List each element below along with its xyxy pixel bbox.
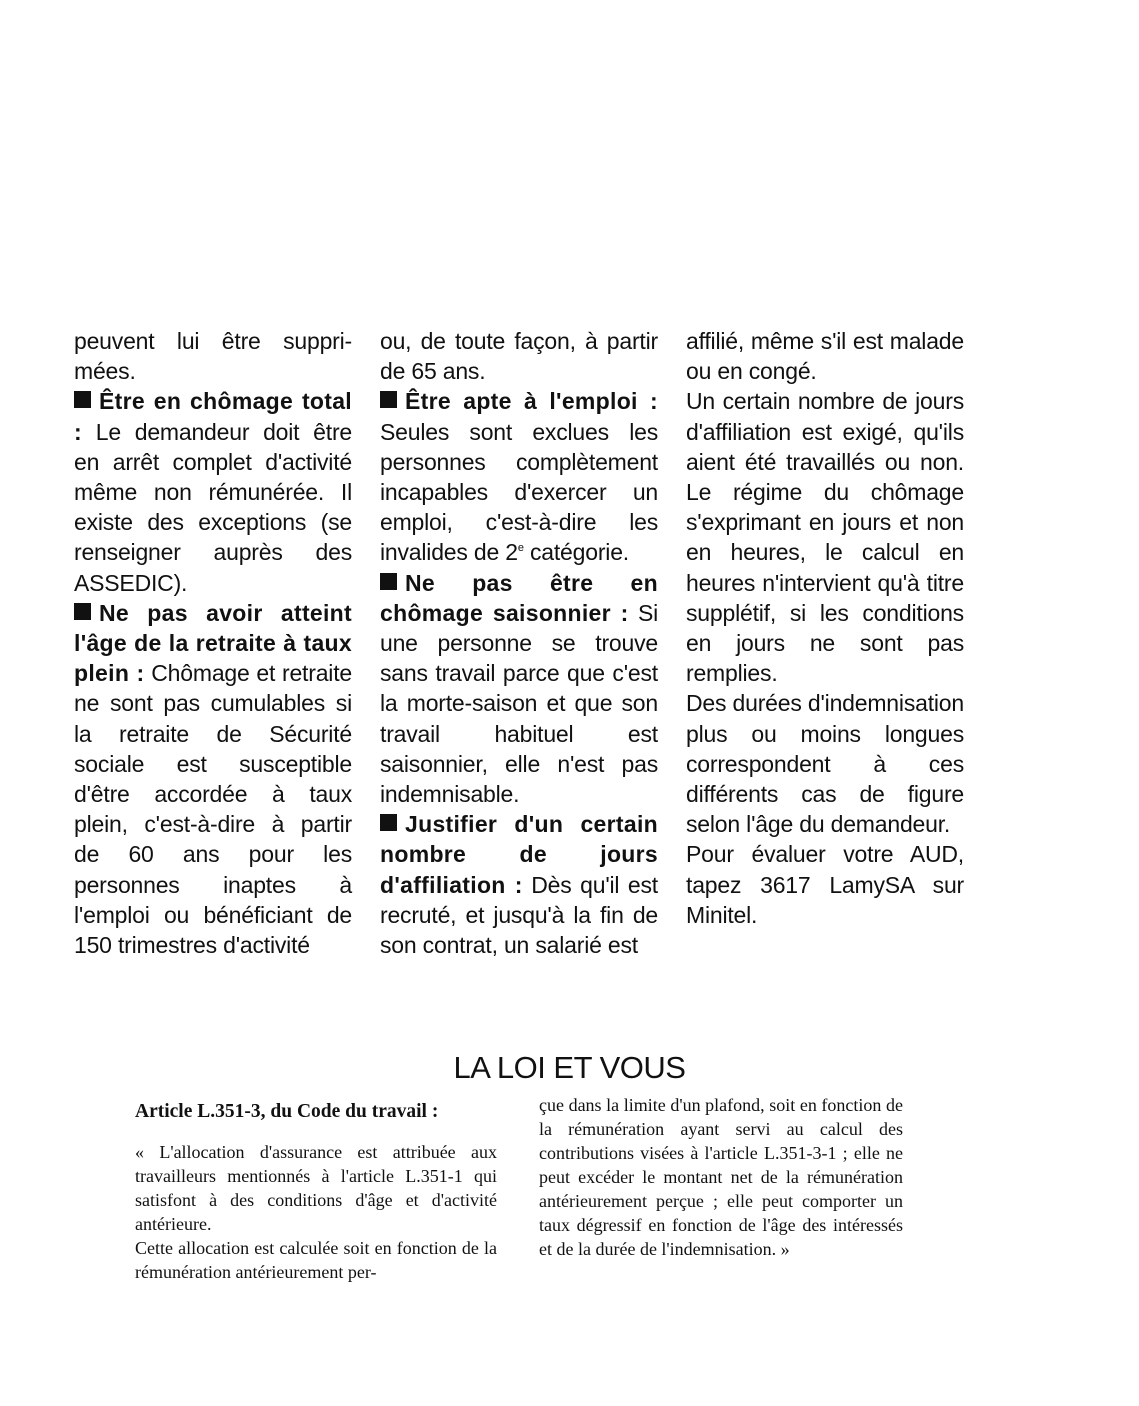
condition-text: Si une personne se trouve sans travail parce que c'est la morte-saison et que son travail habituel est saisonnier, elle n'est pas indemnisable. (380, 599, 658, 808)
condition-text: Le demandeur doit être en arrêt complet d'activité même non rémunérée. Il existe des exceptions (se renseigner auprès des ASSEDIC). (74, 418, 352, 596)
law-column-right (539, 1093, 903, 1261)
square-bullet-icon (380, 391, 397, 408)
condition-retraite (74, 598, 352, 960)
paragraph: peuvent lui être suppri-mées. (74, 328, 352, 385)
law-section-title: LA LOI ET VOUS (453, 1050, 686, 1085)
condition-heading: Ne pas avoir atteint l'âge de la retraite à taux plein : (74, 599, 352, 687)
condition-text: Chômage et retraite ne sont pas cumulables si la retraite de Sécurité sociale est susceptible d'être accordée à taux plein, c'est-à-dire à partir de 60 ans pour les personnes inaptes à l'emploi ou bénéficiant de 150 trimestres d'activité (74, 660, 352, 959)
condition-text: Seules sont exclues les personnes complètement incapables d'exercer un emploi, c'est-à-dire les invalides de 2 (380, 418, 658, 566)
square-bullet-icon (74, 391, 91, 408)
article-reference: Article L.351-3, du Code du travail : (135, 1101, 439, 1122)
text-column-3 (686, 326, 964, 930)
condition-apte-emploi (380, 386, 658, 567)
condition-heading: Être en chômage total : (74, 388, 352, 445)
text-column-2 (380, 326, 658, 960)
paragraph: affilié, même s'il est malade ou en congé. (686, 328, 964, 385)
law-paragraph: çue dans la limite d'un plafond, soit en fonction de la rémunération ayant servi au calcul des contributions visées à l'article L.351-3-1 ; elle ne peut excéder le montant net de la rémunération antérieurement perçue ; elle peut comporter un taux dégressif en fonction de l'âge des intéressés et de la durée de l'indemnisation. » (539, 1095, 903, 1259)
superscript: e (517, 542, 524, 555)
condition-chomage-total (74, 386, 352, 597)
square-bullet-icon (380, 814, 397, 831)
condition-text: catégorie. (523, 539, 629, 566)
law-paragraph: Cette allocation est calculée soit en fonction de la rémunération antérieurement per- (135, 1238, 497, 1282)
condition-heading: Justifier d'un certain nombre de jours d'affiliation : (380, 811, 658, 898)
square-bullet-icon (380, 573, 397, 590)
square-bullet-icon (74, 603, 91, 620)
condition-jours-affiliation (380, 809, 658, 960)
condition-heading: Ne pas être en chômage saisonnier : (380, 569, 658, 626)
condition-heading: Être apte à l'emploi : (405, 388, 658, 415)
law-paragraph: « L'allocation d'assurance est attribuée aux travailleurs mentionnés à l'article L.351-1 qui satisfont à des conditions d'âge et d'activité antérieure. (135, 1142, 497, 1234)
law-column-left (135, 1096, 497, 1284)
condition-chomage-saisonnier (380, 568, 658, 810)
paragraph: Pour évaluer votre AUD, tapez 3617 LamySA sur Minitel. (686, 841, 964, 928)
paragraph: Des durées d'indemnisation plus ou moins longues correspondent à ces différents cas de figure selon l'âge du demandeur. (686, 690, 964, 838)
condition-text: Dès qu'il est recruté, et jusqu'à la fin de son contrat, un salarié est (380, 871, 658, 959)
paragraph: Un certain nombre de jours d'affiliation est exigé, qu'ils aient été travaillés ou non. Le régime du chômage s'exprimant en jours et non en heures, le calcul en heures n'intervient qu'à titre supplétif, si les conditions en jours ne sont pas remplies. (686, 388, 964, 687)
text-column-1 (74, 326, 352, 960)
paragraph: ou, de toute façon, à partir de 65 ans. (380, 328, 658, 385)
